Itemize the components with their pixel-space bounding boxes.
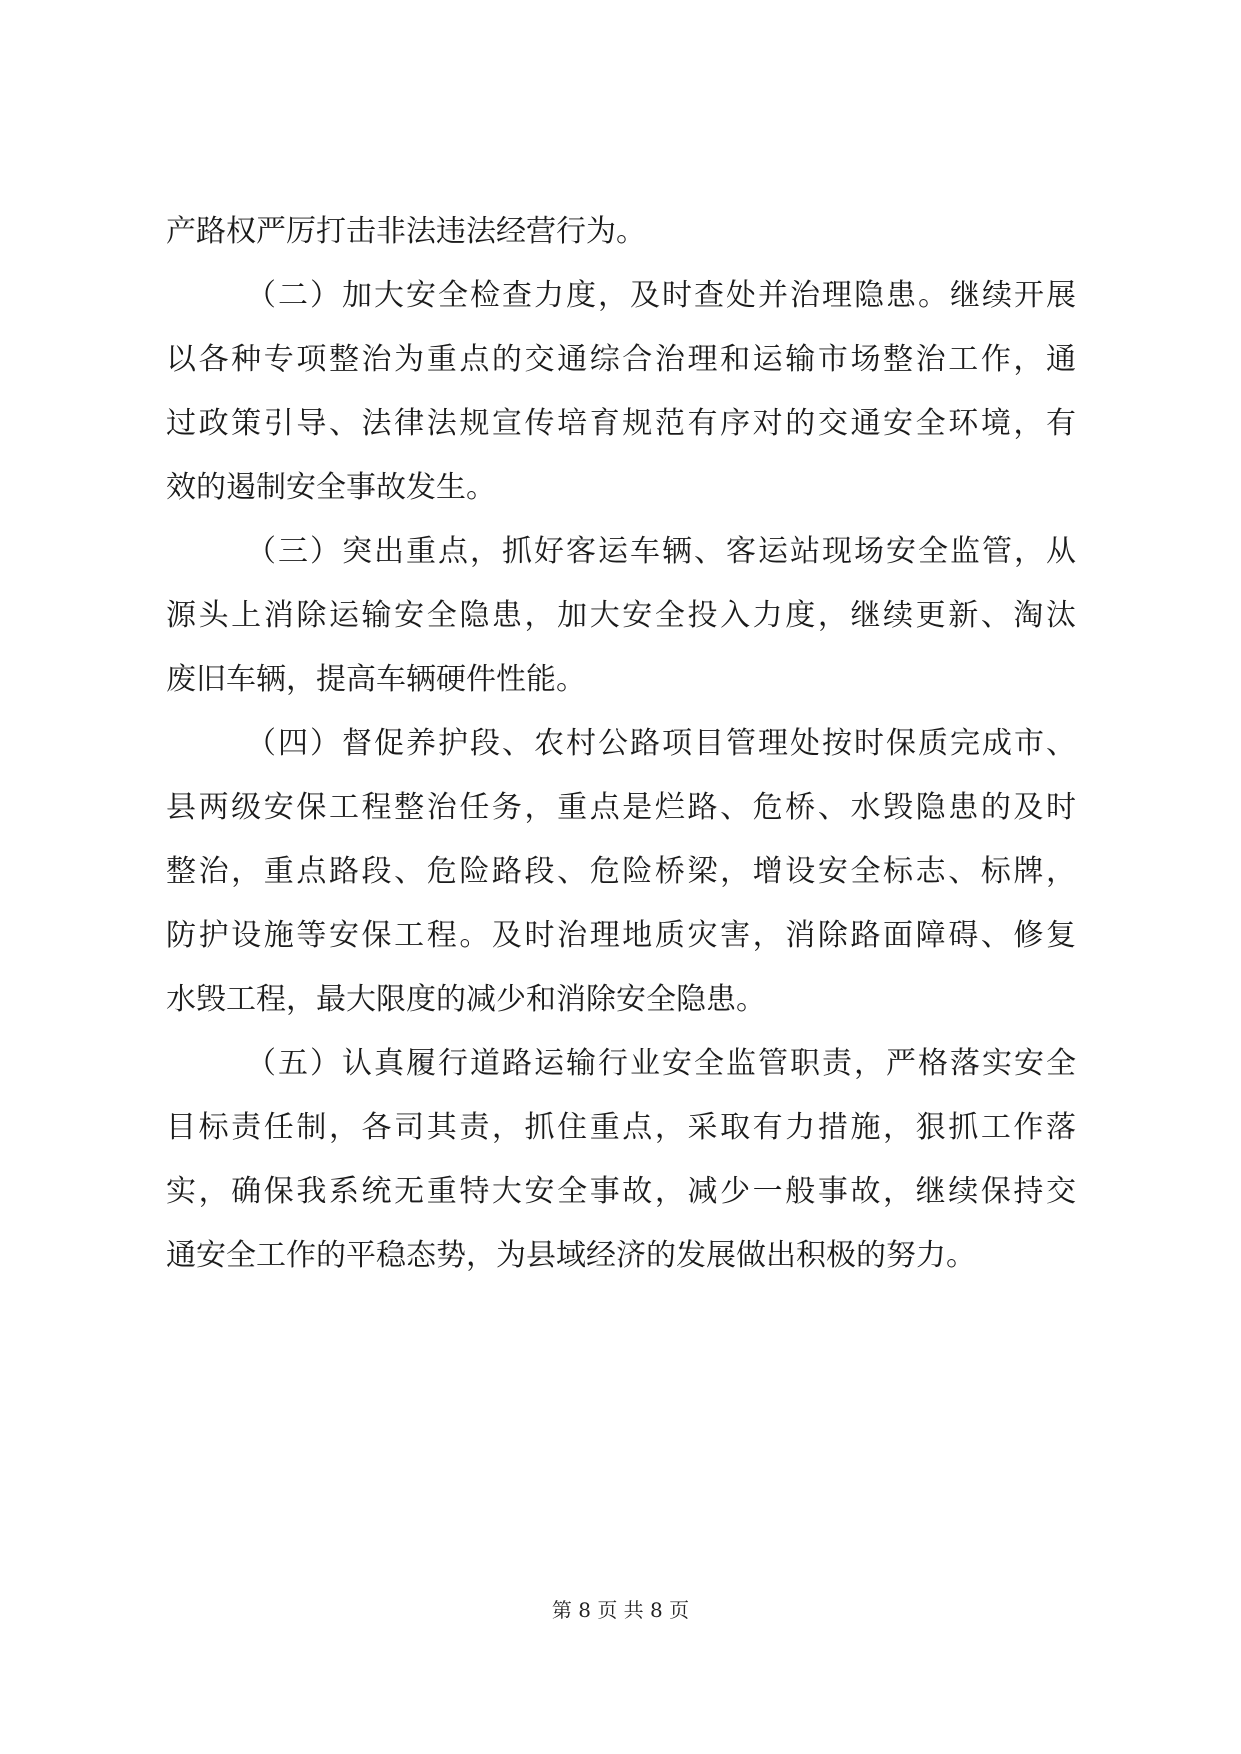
body-text bbox=[166, 200, 1076, 1288]
text-line: 产路权严厉打击非法违法经营行为。 bbox=[166, 214, 646, 249]
paragraph-2-line-1: （二）加大安全检查力度，及时查处并治理隐患。继续开展 bbox=[246, 278, 1076, 313]
text-line: 废旧车辆，提高车辆硬件性能。 bbox=[166, 662, 586, 697]
text-line: 源头上消除运输安全隐患，加大安全投入力度，继续更新、淘汰 bbox=[166, 598, 1076, 633]
page-footer: 第 8 页 共 8 页 bbox=[551, 1598, 690, 1622]
paragraph-4-line-1: （四）督促养护段、农村公路项目管理处按时保质完成市、 bbox=[246, 726, 1076, 761]
paragraph-3-line-1: （三）突出重点，抓好客运车辆、客运站现场安全监管，从 bbox=[246, 534, 1076, 569]
text-line: 目标责任制，各司其责，抓住重点，采取有力措施，狠抓工作落 bbox=[166, 1110, 1076, 1145]
text-line: 整治，重点路段、危险路段、危险桥梁，增设安全标志、标牌， bbox=[166, 854, 1076, 889]
text-line: 以各种专项整治为重点的交通综合治理和运输市场整治工作，通 bbox=[166, 342, 1076, 377]
text-line: 防护设施等安保工程。及时治理地质灾害，消除路面障碍、修复 bbox=[166, 918, 1076, 953]
text-line: 效的遏制安全事故发生。 bbox=[166, 470, 496, 505]
paragraph-5-line-1: （五）认真履行道路运输行业安全监管职责，严格落实安全 bbox=[246, 1046, 1076, 1081]
text-line: 县两级安保工程整治任务，重点是烂路、危桥、水毁隐患的及时 bbox=[166, 790, 1076, 825]
text-line: 实，确保我系统无重特大安全事故，减少一般事故，继续保持交 bbox=[166, 1174, 1076, 1209]
text-line: 水毁工程，最大限度的减少和消除安全隐患。 bbox=[166, 982, 766, 1017]
text-line: 过政策引导、法律法规宣传培育规范有序对的交通安全环境，有 bbox=[166, 406, 1076, 441]
text-line: 通安全工作的平稳态势，为县域经济的发展做出积极的努力。 bbox=[166, 1238, 976, 1273]
